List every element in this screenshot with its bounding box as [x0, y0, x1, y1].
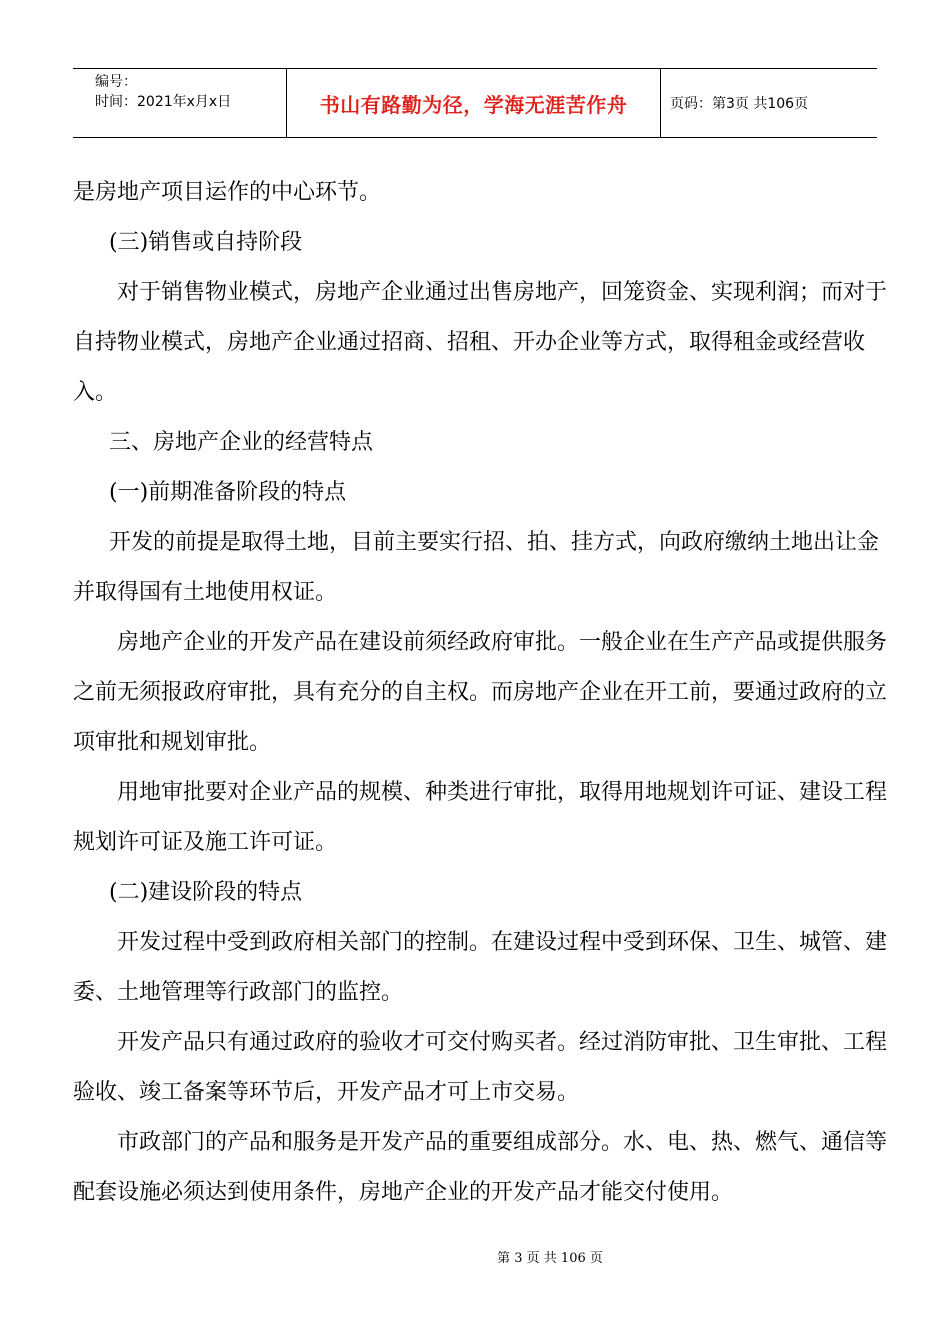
section-heading: (一)前期准备阶段的特点: [109, 480, 347, 505]
time-label: 时间：2021年x月x日: [95, 94, 232, 110]
header-page-label: 页码：第3页 共106页: [670, 96, 809, 112]
paragraph: 房地产企业的开发产品在建设前须经政府审批。一般企业在生产产品或提供服务之前无须报政府审批，具有充分的自主权。而房地产企业在开工前，要通过政府的立项审批和规划审批。: [73, 630, 888, 755]
section-heading: (二)建设阶段的特点: [109, 880, 303, 905]
paragraph: 对于销售物业模式，房地产企业通过出售房地产，回笼资金、实现利润；而对于自持物业模式，房地产企业通过招商、招租、开办企业等方式，取得租金或经营收入。: [73, 280, 888, 405]
paragraph: 开发的前提是取得土地，目前主要实行招、拍、挂方式，向政府缴纳土地出让金并取得国有土地使用权证。: [73, 530, 880, 605]
page-header: [73, 68, 877, 138]
paragraph: 用地审批要对企业产品的规模、种类进行审批，取得用地规划许可证、建设工程规划许可证及施工许可证。: [73, 780, 888, 855]
section-heading: 三、房地产企业的经营特点: [109, 430, 374, 455]
page-footer: [0, 1247, 950, 1266]
document-body: [73, 168, 893, 1218]
header-page-cell: [661, 69, 877, 137]
paragraph: 是房地产项目运作的中心环节。: [73, 180, 382, 205]
section-heading: (三)销售或自持阶段: [109, 230, 303, 255]
paragraph: 市政部门的产品和服务是开发产品的重要组成部分。水、电、热、燃气、通信等配套设施必须达到使用条件，房地产企业的开发产品才能交付使用。: [73, 1130, 888, 1205]
header-meta-cell: [73, 69, 287, 137]
header-motto-cell: [287, 69, 661, 137]
paragraph: 开发过程中受到政府相关部门的控制。在建设过程中受到环保、卫生、城管、建委、土地管理等行政部门的监控。: [73, 930, 888, 1005]
footer-page-number: 第 3 页 共 106 页: [497, 1251, 603, 1266]
paragraph: 开发产品只有通过政府的验收才可交付购买者。经过消防审批、卫生审批、工程验收、竣工备案等环节后，开发产品才可上市交易。: [73, 1030, 888, 1105]
code-label: 编号：: [95, 74, 137, 90]
header-motto: 书山有路勤为径，学海无涯苦作舟: [319, 92, 628, 117]
